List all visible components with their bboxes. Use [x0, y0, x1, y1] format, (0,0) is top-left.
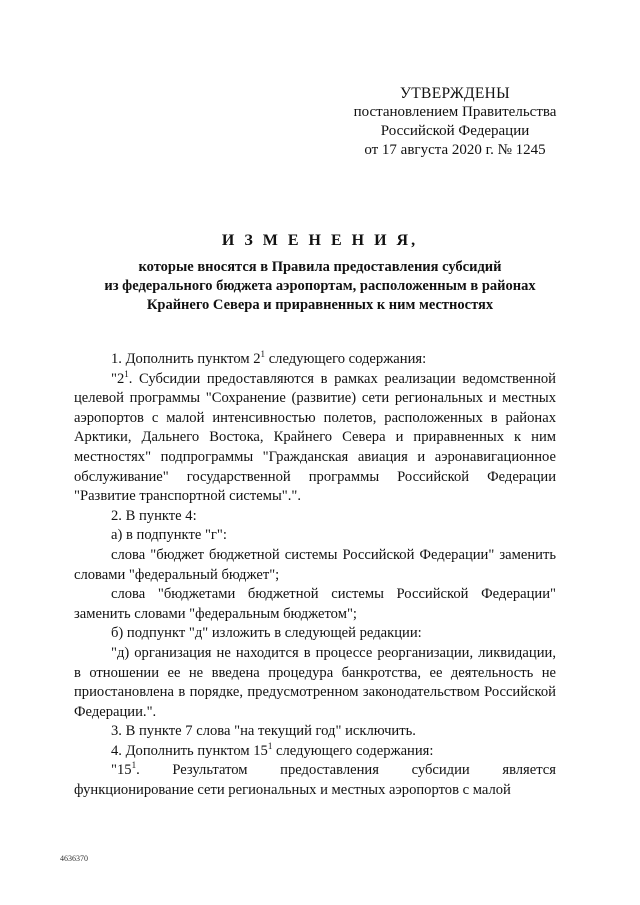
paragraph-quote-15-1 [74, 761, 556, 800]
quote-15-1-superscript: 1 [131, 760, 137, 771]
paragraph-quote-2-1 [74, 370, 556, 507]
quote-2-1-text-b: . Субсидии предоставляются в рамках реализации ведомственной целевой программы "Сохранение (развитие) сети региональных и местных аэропортов с малой интенсивностью полетов, расположенных в районах Арктики, Дальнего Востока, Крайнего Севера и приравненных к ним местностях" подпрограммы "Гражданская авиация и аэронавигационное обслуживание" государственной программы Российской Федерации "Развитие транспортной системы".". [74, 370, 556, 505]
paragraph-item-2: 2. В пункте 4: [111, 507, 197, 524]
document-body [74, 350, 556, 801]
subtitle-line-2: из федерального бюджета аэропортам, расположенным в районах [104, 278, 536, 294]
approval-line-3: от 17 августа 2020 г. № 1245 [364, 142, 546, 158]
item-1-superscript: 1 [260, 349, 266, 359]
approval-line-1: постановлением Правительства [353, 104, 557, 120]
quote-2-1-superscript: 1 [124, 368, 129, 379]
item-1-text-b: следующего содержания: [265, 351, 427, 367]
quote-15-1-text-a: "15 [111, 762, 132, 779]
subtitle-line-3: Крайнего Севера и приравненных к ним местностях [146, 297, 494, 313]
paragraph-words-2: слова "бюджетами бюджетной системы Российской Федерации" заменить словами "федеральным бюджетом"; [74, 586, 556, 622]
subtitle-line-1: которые вносятся в Правила предоставления субсидий [138, 259, 502, 275]
item-4-superscript: 1 [267, 740, 273, 751]
paragraph-item-1 [74, 350, 556, 370]
quote-2-1-text-a: "2 [111, 370, 125, 387]
paragraph-subitem-b: б) подпункт "д" изложить в следующей редакции: [111, 625, 422, 642]
document-subtitle [80, 258, 560, 315]
document-title: И З М Е Н Е Н И Я, [221, 232, 419, 249]
paragraph-subitem-a: а) в подпункте "г": [111, 527, 227, 544]
approval-block [345, 84, 565, 160]
paragraph-item-3: 3. В пункте 7 слова "на текущий год" исключить. [111, 723, 416, 740]
approval-line-2: Российской Федерации [380, 123, 530, 139]
document-id: 4636370 [60, 854, 88, 863]
item-4-text-b: следующего содержания: [272, 742, 434, 759]
paragraph-words-1: слова "бюджет бюджетной системы Российской Федерации" заменить словами "федеральный бюджет"; [74, 546, 556, 583]
quote-15-1-text-b: . Результатом предоставления субсидии является функционирование сети региональных и местных аэропортов с малой [74, 762, 556, 799]
approval-heading: УТВЕРЖДЕНЫ [400, 85, 510, 102]
item-4-text-a: 4. Дополнить пунктом 15 [111, 742, 268, 759]
paragraph-item-4 [74, 742, 556, 762]
paragraph-quote-d: "д) организация не находится в процессе реорганизации, ликвидации, в отношении ее не введена процедура банкротства, ее деятельность не приостановлена в порядке, предусмотренном законодательством Российской Федерации.". [74, 644, 556, 720]
item-1-text-a: 1. Дополнить пунктом 2 [111, 351, 261, 367]
